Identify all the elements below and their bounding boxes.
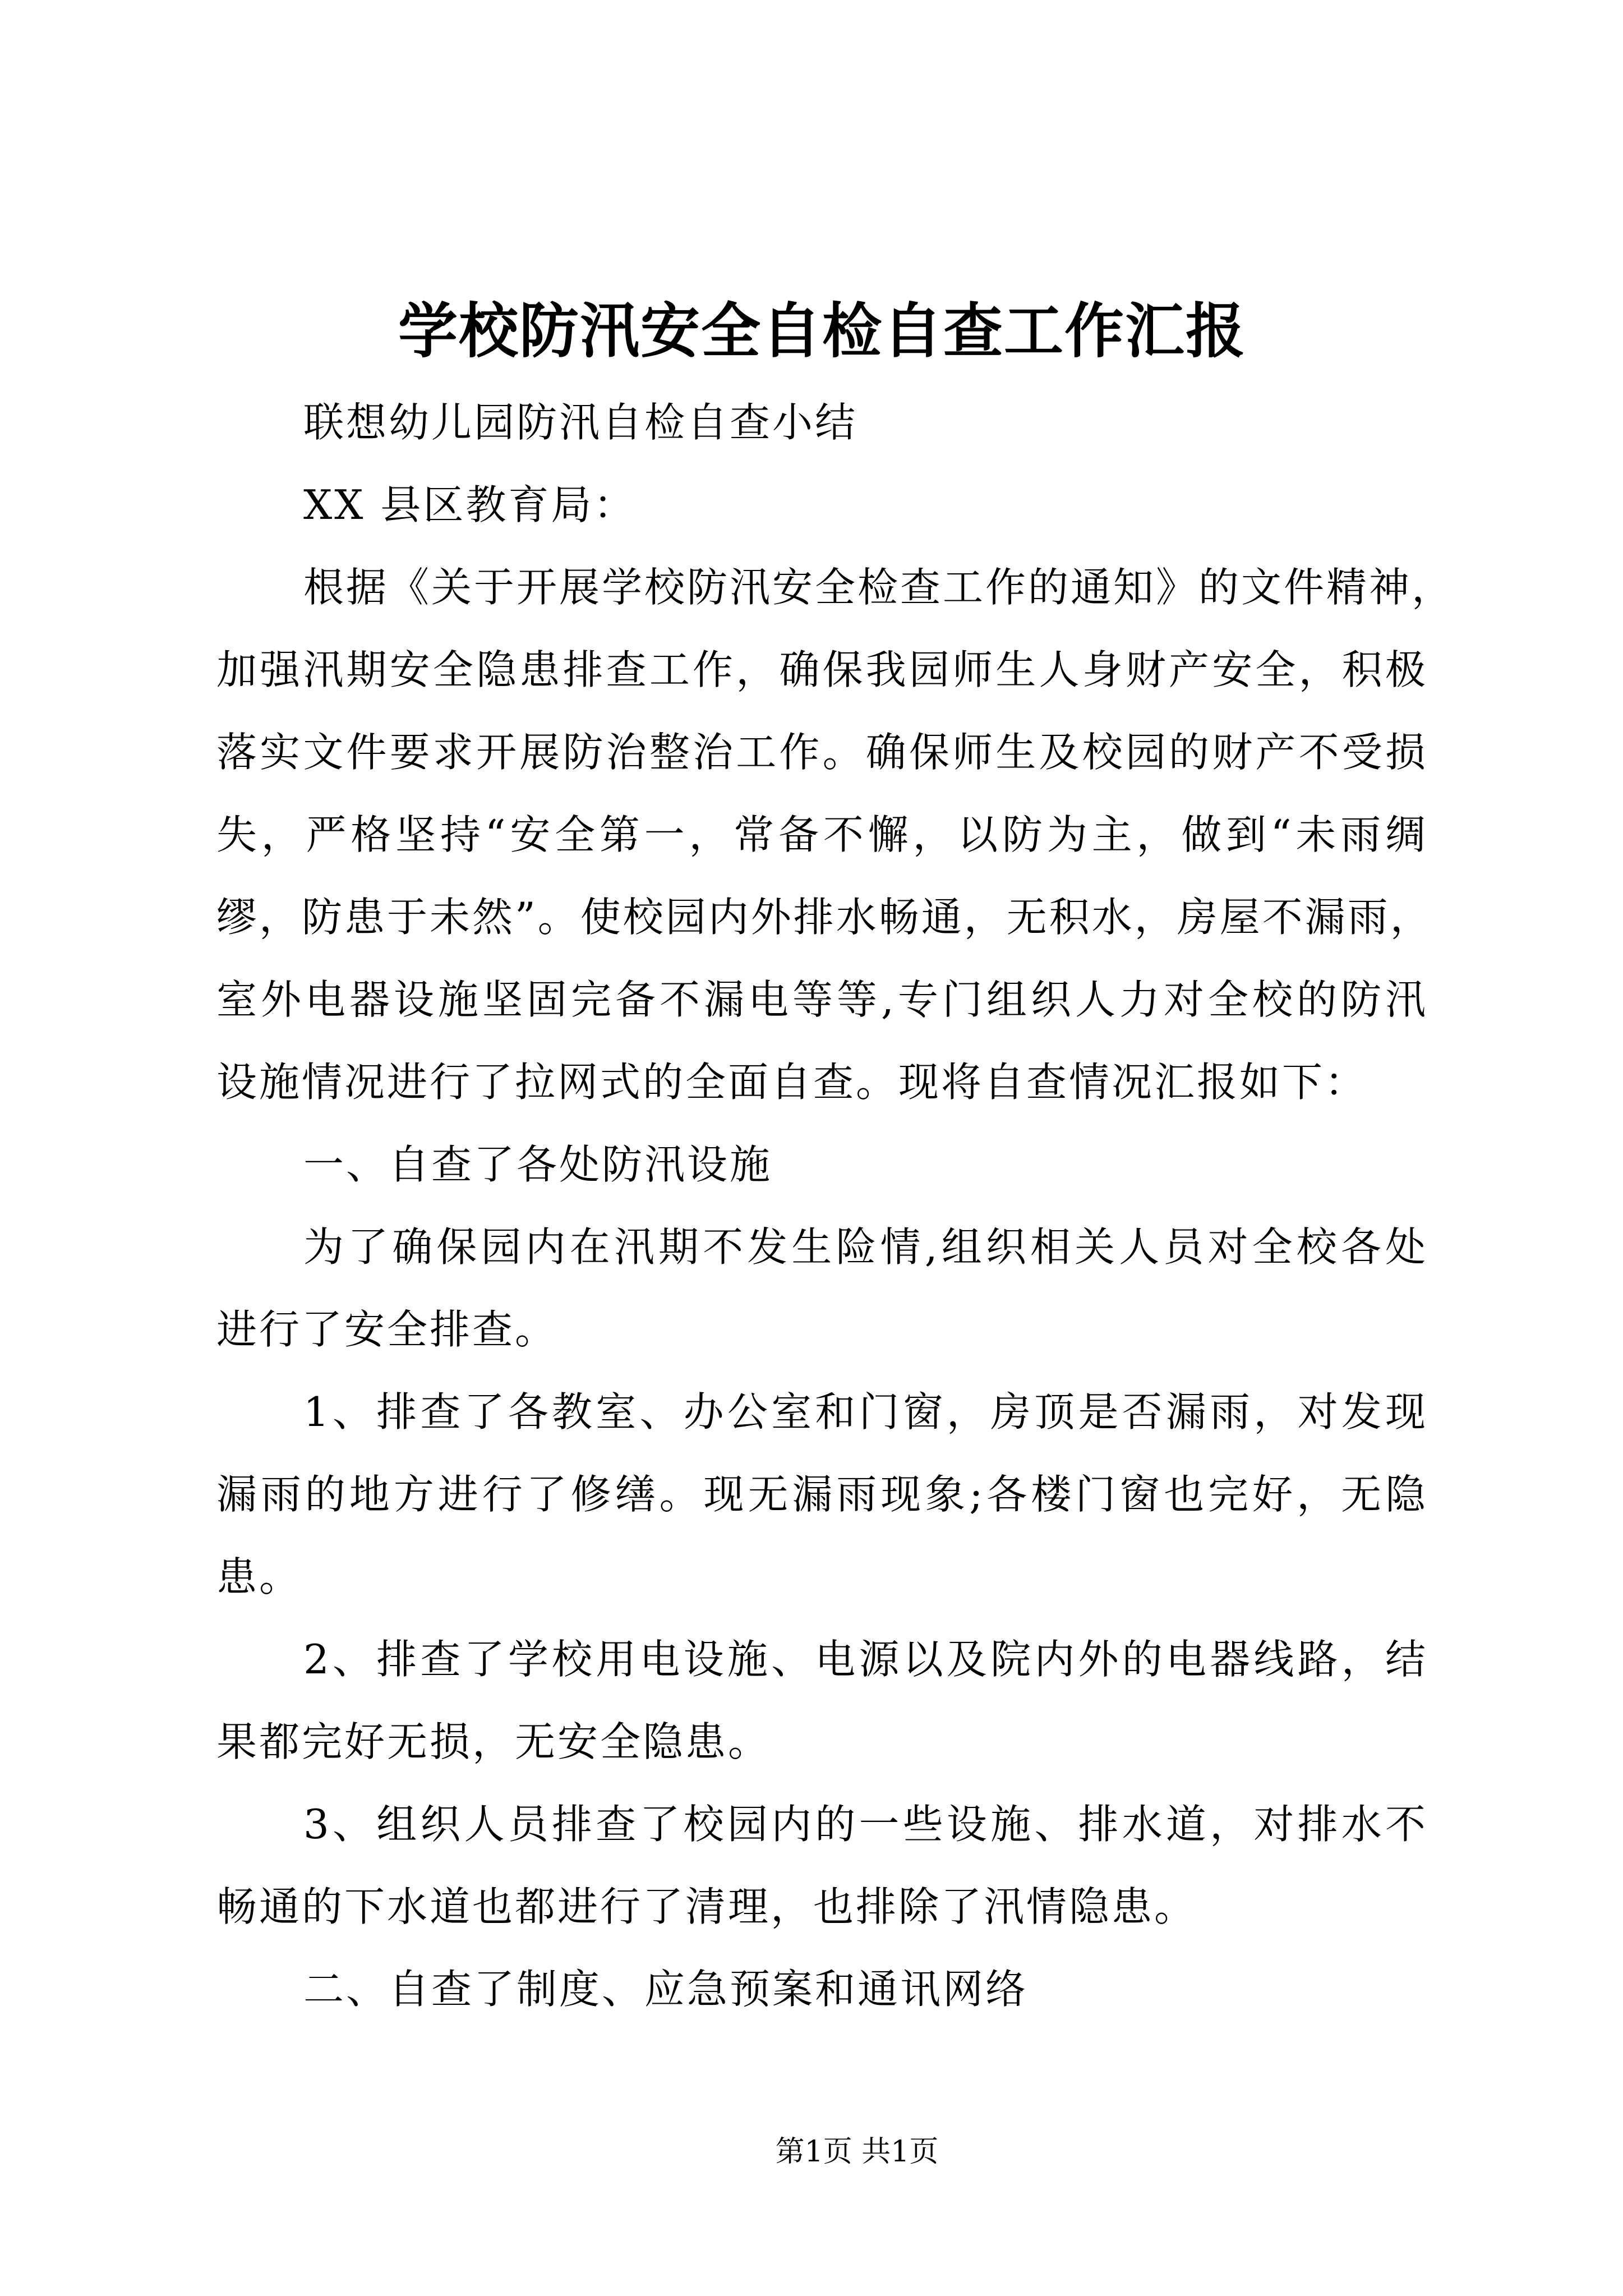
paragraph-line: 进行了安全排查。 [216,1306,558,1353]
subtitle-paragraph [216,381,1428,464]
body-paragraph [216,1206,1428,1371]
section-heading [216,1124,1428,1206]
paragraph-line: 果都完好无损，无安全隐患。 [216,1718,771,1765]
list-item-paragraph [216,1618,1428,1783]
section-heading-line: 一、自查了各处防汛设施 [303,1141,773,1188]
paragraph-line: XX 县区教育局： [303,481,637,528]
paragraph-line: 缪，防患于未然”。使校园内外排水畅通，无积水，房屋不漏雨， [216,894,1433,941]
page-footer: 第1页 共1页 [775,2135,939,2169]
document-title: 学校防汛安全自检自查工作汇报 [398,296,1246,366]
paragraph-line: 患。 [216,1553,302,1600]
paragraph-line: 2、排查了学校用电设施、电源以及院内外的电器线路，结 [303,1636,1428,1683]
paragraph-line: 畅通的下水道也都进行了清理，也排除了汛情隐患。 [216,1883,1197,1930]
paragraph-line: 联想幼儿园防汛自检自查小结 [303,399,858,446]
list-item-paragraph [216,1371,1428,1618]
section-heading [216,1948,1428,2031]
paragraph-line: 失，严格坚持“安全第一，常备不懈，以防为主，做到“未雨绸 [216,811,1428,858]
document-body [216,381,1455,2031]
paragraph-line: 加强汛期安全隐患排查工作，确保我园师生人身财产安全，积极 [216,646,1428,693]
paragraph-line: 漏雨的地方进行了修缮。现无漏雨现象;各楼门窗也完好，无隐 [216,1471,1428,1518]
paragraph-line: 1、排查了各教室、办公室和门窗，房顶是否漏雨，对发现 [303,1388,1428,1435]
paragraph-line: 根据《关于开展学校防汛安全检查工作的通知》的文件精神， [303,564,1455,611]
paragraph-line: 落实文件要求开展防治整治工作。确保师生及校园的财产不受损 [216,729,1428,776]
paragraph-line: 为了确保园内在汛期不发生险情,组织相关人员对全校各处 [303,1223,1428,1271]
paragraph-line: 3、组织人员排查了校园内的一些设施、排水道，对排水不 [303,1801,1428,1848]
paragraph-line: 设施情况进行了拉网式的全面自查。现将自查情况汇报如下： [216,1059,1368,1106]
salutation-paragraph [216,464,1428,546]
section-heading-line: 二、自查了制度、应急预案和通讯网络 [303,1966,1029,2013]
paragraph-line: 室外电器设施坚固完备不漏电等等,专门组织人力对全校的防汛 [216,976,1428,1023]
intro-paragraph [216,546,1455,1124]
list-item-paragraph [216,1783,1428,1948]
